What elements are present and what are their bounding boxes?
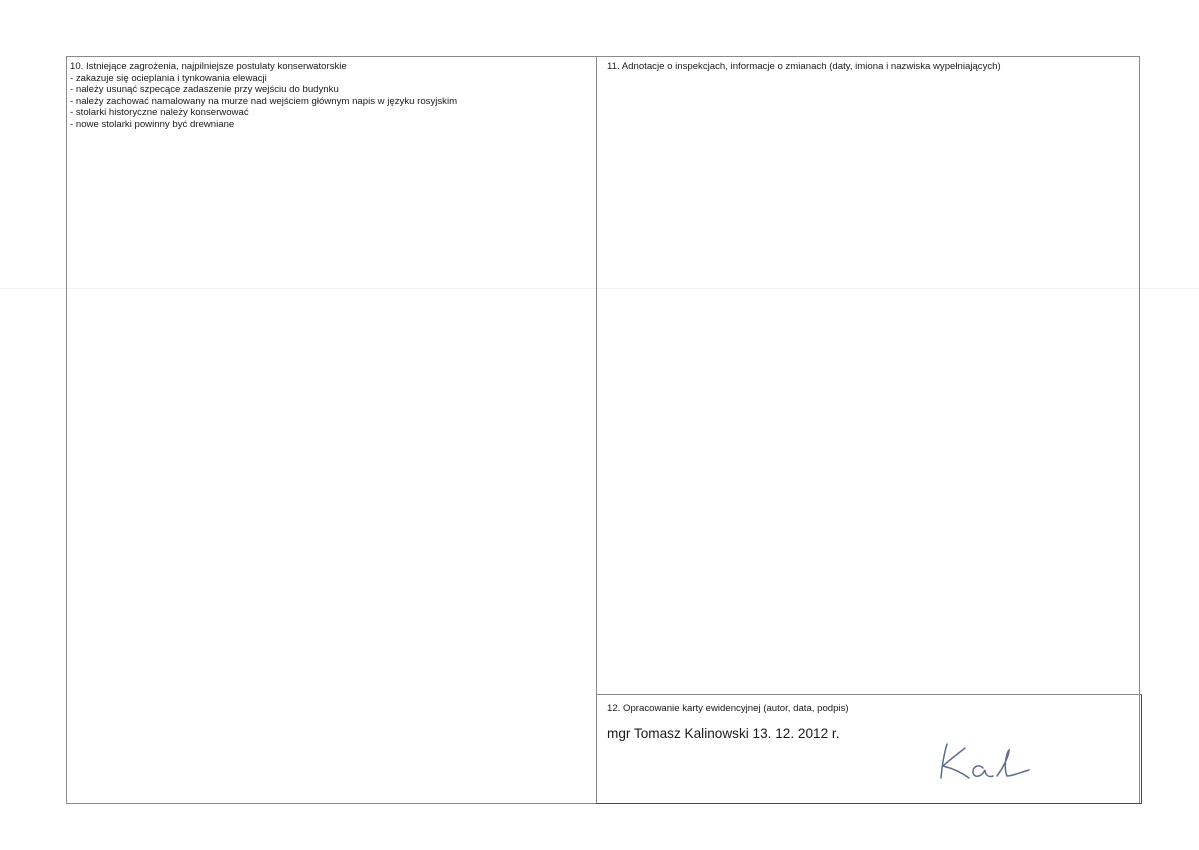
author-date-line: mgr Tomasz Kalinowski 13. 12. 2012 r. (607, 726, 840, 741)
section-10-item: - należy usunąć szpecące zadaszenie przy wejściu do budynku (70, 84, 339, 96)
section-11-heading: 11. Adnotacje o inspekcjach, informacje o zmianach (daty, imiona i nazwiska wypełniających) (607, 61, 1001, 72)
section-10-item: - zakazuje się ocieplania i tynkowania elewacji (70, 72, 267, 84)
handwritten-signature (935, 738, 1035, 782)
section-10-item: - nowe stolarki powinny być drewniane (70, 118, 235, 130)
section-12-heading: 12. Opracowanie karty ewidencyjnej (autor, data, podpis) (607, 703, 849, 714)
section-10-item: - należy zachować namalowany na murze nad wejściem głównym napis w języku rosyjskim (70, 95, 458, 107)
section-10-threats (70, 61, 590, 131)
section-10-item: - stolarki historyczne należy konserwować (70, 107, 249, 119)
form-frame (66, 56, 1140, 804)
column-divider (596, 56, 597, 804)
section-10-heading: 10. Istniejące zagrożenia, najpilniejsze postulaty konserwatorskie (70, 61, 347, 72)
